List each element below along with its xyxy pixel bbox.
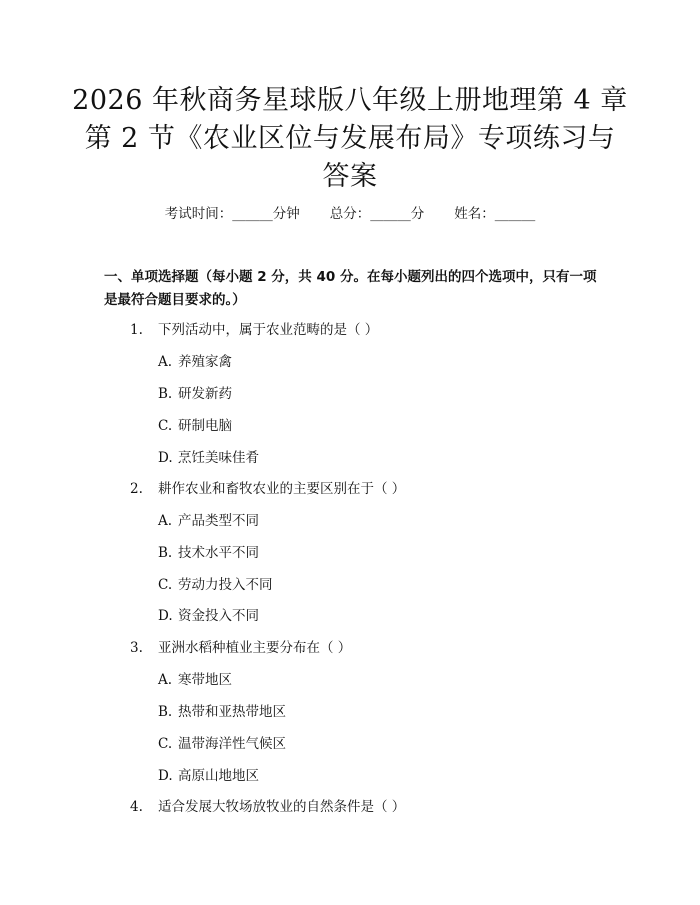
question-text: 下列活动中，属于农业范畴的是（ ） — [158, 322, 379, 338]
title-line-1: 2026 年秋商务星球版八年级上册地理第 4 章 — [72, 85, 628, 116]
option-text: 研制电脑 — [178, 418, 232, 434]
total-score: 总分：______分 — [329, 206, 425, 222]
section-heading-line-1: 一、单项选择题（每小题 2 分，共 40 分。在每小题列出的四个选项中，只有一项 — [104, 269, 597, 285]
option-letter: D. — [158, 450, 173, 466]
option-text: 高原山地地区 — [178, 768, 259, 784]
option-text: 资金投入不同 — [178, 608, 259, 624]
option-text: 烹饪美味佳肴 — [178, 450, 259, 466]
question-text: 亚洲水稻种植业主要分布在（ ） — [158, 640, 352, 656]
option-letter: B. — [158, 704, 173, 720]
option-letter: B. — [158, 386, 173, 402]
exam-meta — [0, 204, 700, 224]
question-text: 耕作农业和畜牧农业的主要区别在于（ ） — [158, 481, 406, 497]
option-letter: D. — [158, 768, 173, 784]
option-letter: A. — [158, 672, 173, 688]
option-letter: B. — [158, 545, 173, 561]
option-letter: C. — [158, 418, 173, 434]
option-text: 研发新药 — [178, 386, 232, 402]
option-letter: C. — [158, 736, 173, 752]
option-letter: C. — [158, 577, 173, 593]
title-line-3: 答案 — [322, 161, 378, 192]
student-name: 姓名：______ — [454, 206, 536, 222]
option-text: 热带和亚热带地区 — [178, 704, 286, 720]
option-text: 寒带地区 — [178, 672, 232, 688]
question-number: 1. — [130, 322, 143, 338]
question-number: 3. — [130, 640, 143, 656]
option-text: 产品类型不同 — [178, 513, 259, 529]
exam-time: 考试时间：______分钟 — [164, 206, 300, 222]
option-letter: A. — [158, 513, 173, 529]
question-number: 4. — [130, 799, 143, 815]
title-line-2: 第 2 节《农业区位与发展布局》专项练习与 — [84, 123, 616, 154]
question-text: 适合发展大牧场放牧业的自然条件是（ ） — [158, 799, 406, 815]
option-letter: D. — [158, 608, 173, 624]
option-text: 劳动力投入不同 — [178, 577, 273, 593]
question-number: 2. — [130, 481, 143, 497]
option-text: 技术水平不同 — [178, 545, 259, 561]
option-letter: A. — [158, 354, 173, 370]
section-heading-line-2: 是最符合题目要求的。） — [104, 292, 246, 308]
option-text: 温带海洋性气候区 — [178, 736, 286, 752]
option-text: 养殖家禽 — [178, 354, 232, 370]
